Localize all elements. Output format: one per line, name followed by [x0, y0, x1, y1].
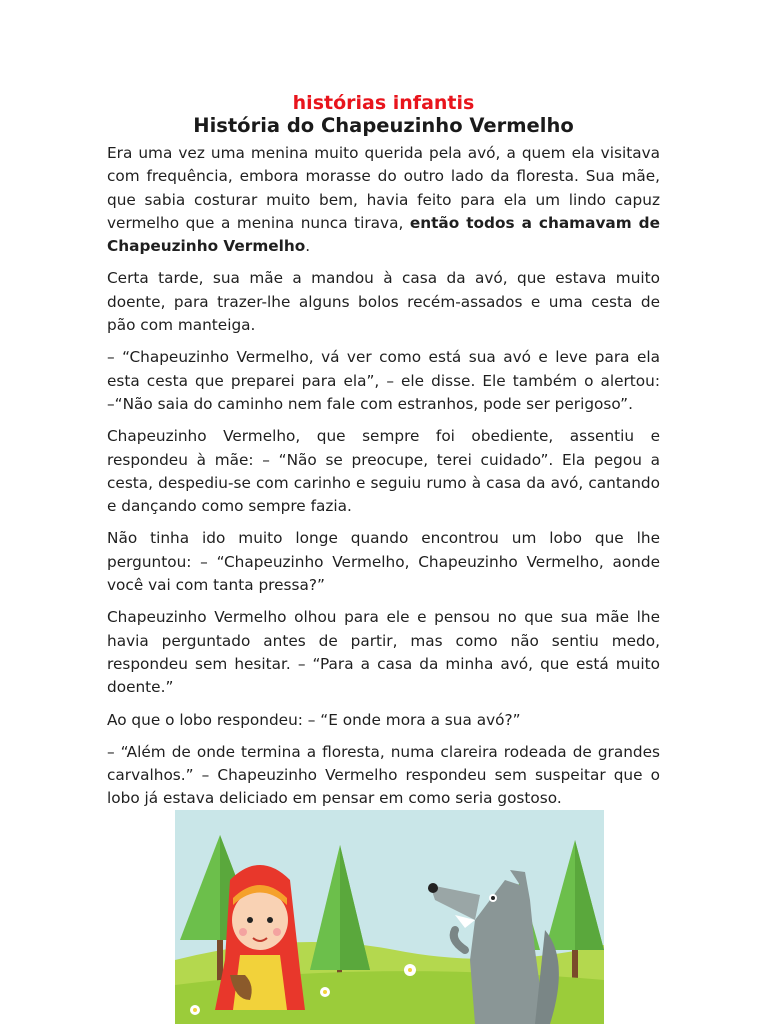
paragraph-1-text: Era uma vez uma menina muito querida pela avó, a quem ela visitava com frequência, embora morasse do outro lado da floresta. Sua mãe, que sabia costurar muito bem, havia feito para ela um lindo capuz vermelho que a menina nunca tirava, [107, 144, 660, 232]
story-paragraph-4: Chapeuzinho Vermelho, que sempre foi obediente, assentiu e respondeu à mãe: – “Não se preocupe, terei cuidado”. Ela pegou a cesta, despediu-se com carinho e seguiu rumo à casa da avó, cantando e dançando como sempre fazia. [107, 427, 660, 516]
document-body [107, 92, 660, 820]
category-label: histórias infantis [292, 92, 475, 114]
paragraph-1-bold-text: então todos a chamavam de Chapeuzinho Vermelho [107, 213, 660, 256]
story-paragraph-1 [107, 142, 660, 258]
illustration-svg [175, 810, 604, 1024]
story-paragraph-7: Ao que o lobo respondeu: – “E onde mora a sua avó?” [107, 710, 521, 729]
story-title: História do Chapeuzinho Vermelho [193, 114, 574, 137]
story-paragraph-3: – “Chapeuzinho Vermelho, vá ver como está sua avó e leve para ela esta cesta que preparei para ela”, – ele disse. Ele também o alertou: –“Não saia do caminho nem fale com estranhos, pode ser perigoso”. [107, 348, 660, 413]
story-paragraph-2: Certa tarde, sua mãe a mandou à casa da avó, que estava muito doente, para trazer-lhe alguns bolos recém-assados e uma cesta de pão com manteiga. [107, 269, 660, 335]
paragraph-1-end: . [305, 237, 311, 256]
story-paragraph-6: Chapeuzinho Vermelho olhou para ele e pensou no que sua mãe lhe havia perguntado antes de partir, mas como não sentiu medo, respondeu sem hesitar. – “Para a casa da minha avó, que está muito doente.” [107, 608, 660, 697]
story-illustration [175, 810, 604, 1024]
story-paragraph-5: Não tinha ido muito longe quando encontrou um lobo que lhe perguntou: – “Chapeuzinho Vermelho, Chapeuzinho Vermelho, aonde você vai com tanta pressa?” [107, 529, 660, 595]
story-paragraph-8: – “Além de onde termina a floresta, numa clareira rodeada de grandes carvalhos.” – Chapeuzinho Vermelho respondeu sem suspeitar que o lobo já estava deliciado em pensar em como seria gostoso. [107, 742, 660, 808]
